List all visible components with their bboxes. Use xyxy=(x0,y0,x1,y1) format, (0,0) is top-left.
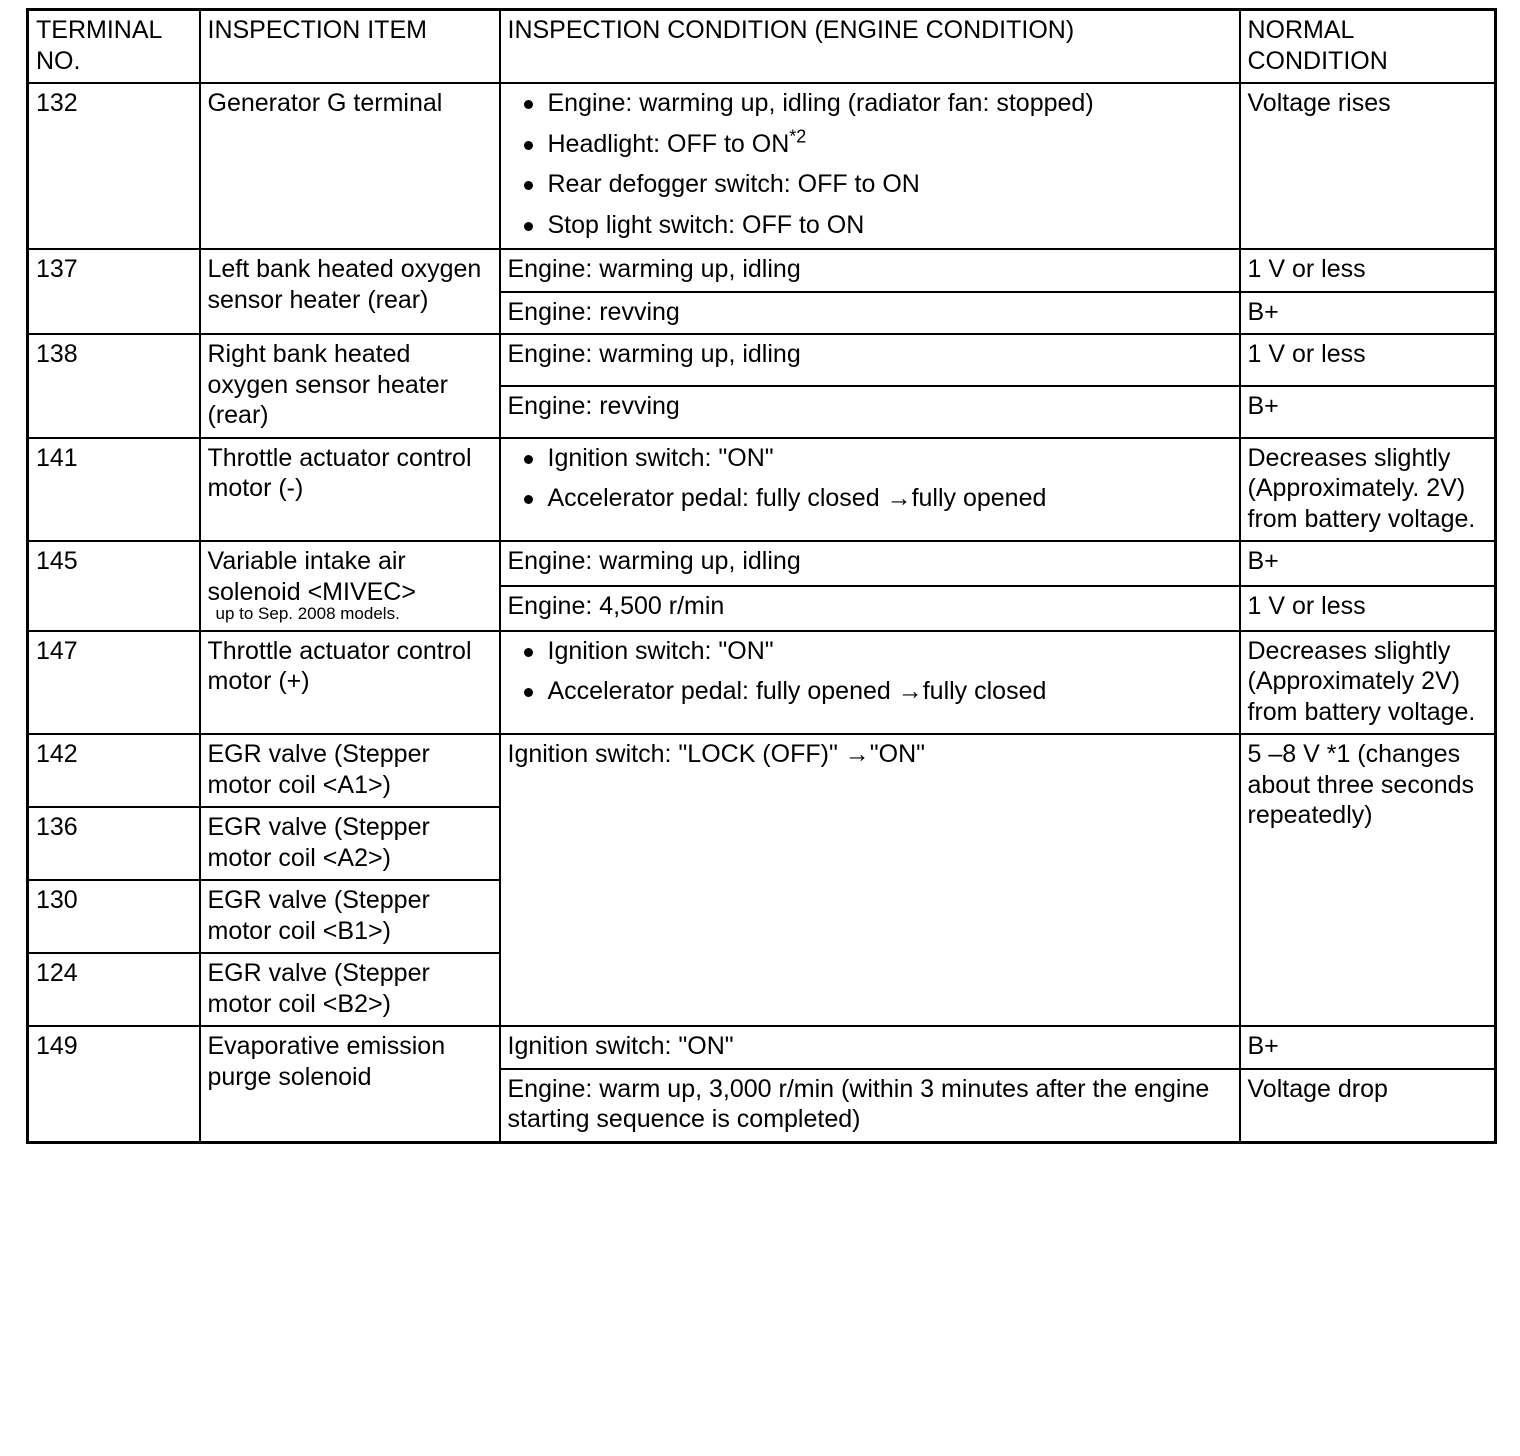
terminal-no-132: 132 xyxy=(28,83,200,249)
inspection-item-label: Variable intake air solenoid <MIVEC> xyxy=(207,547,416,606)
normal-condition-149-a: B+ xyxy=(1240,1026,1496,1069)
condition-item: Rear defogger switch: OFF to ON xyxy=(548,169,1232,200)
terminal-no-137: 137 xyxy=(28,249,200,334)
normal-condition-132: Voltage rises xyxy=(1240,83,1496,249)
inspection-condition-138-b: Engine: revving xyxy=(500,386,1240,438)
terminal-no-142: 142 xyxy=(28,734,200,807)
inspection-item-141: Throttle actuator control motor (-) xyxy=(200,438,500,542)
condition-item: Stop light switch: OFF to ON xyxy=(548,210,1232,241)
normal-condition-147: Decreases slightly (Approximately 2V) from battery voltage. xyxy=(1240,631,1496,735)
inspection-item-138: Right bank heated oxygen sensor heater (rear) xyxy=(200,334,500,438)
normal-condition-145-b: 1 V or less xyxy=(1240,586,1496,631)
condition-text: Headlight: OFF to ON xyxy=(547,129,790,158)
table-row xyxy=(28,734,1496,807)
terminal-no-138: 138 xyxy=(28,334,200,438)
inspection-item-130: EGR valve (Stepper motor coil <B1>) xyxy=(200,880,500,953)
header-inspection-item: INSPECTION ITEM xyxy=(200,10,500,84)
inspection-item-124: EGR valve (Stepper motor coil <B2>) xyxy=(200,953,500,1026)
inspection-item-145 xyxy=(200,541,500,631)
terminal-inspection-table xyxy=(26,8,1497,1144)
terminal-no-147: 147 xyxy=(28,631,200,735)
inspection-item-132: Generator G terminal xyxy=(200,83,500,249)
condition-item: Ignition switch: "ON" xyxy=(548,443,1232,474)
normal-condition-149-b: Voltage drop xyxy=(1240,1069,1496,1143)
table-row xyxy=(28,83,1496,249)
header-terminal-no: TERMINAL NO. xyxy=(28,10,200,84)
table-row xyxy=(28,541,1496,586)
inspection-condition-149-a: Ignition switch: "ON" xyxy=(500,1026,1240,1069)
condition-list xyxy=(508,636,1232,707)
inspection-condition-132 xyxy=(500,83,1240,249)
table-row xyxy=(28,631,1496,735)
condition-list xyxy=(508,443,1232,514)
terminal-no-141: 141 xyxy=(28,438,200,542)
inspection-item-note: up to Sep. 2008 models. xyxy=(215,604,400,623)
condition-item: Accelerator pedal: fully opened →fully closed xyxy=(548,676,1232,707)
inspection-condition-145-b: Engine: 4,500 r/min xyxy=(500,586,1240,631)
normal-condition-137-b: B+ xyxy=(1240,292,1496,335)
condition-item: Engine: warming up, idling (radiator fan: stopped) xyxy=(548,88,1232,119)
inspection-condition-138-a: Engine: warming up, idling xyxy=(500,334,1240,386)
normal-condition-137-a: 1 V or less xyxy=(1240,249,1496,292)
header-normal-condition: NORMAL CONDITION xyxy=(1240,10,1496,84)
table-row xyxy=(28,438,1496,542)
table-row xyxy=(28,249,1496,292)
normal-condition-138-a: 1 V or less xyxy=(1240,334,1496,386)
terminal-no-145: 145 xyxy=(28,541,200,631)
inspection-item-149: Evaporative emission purge solenoid xyxy=(200,1026,500,1142)
terminal-no-130: 130 xyxy=(28,880,200,953)
condition-item: Accelerator pedal: fully closed →fully opened xyxy=(548,483,1232,514)
footnote-marker: *2 xyxy=(789,126,807,147)
inspection-item-137: Left bank heated oxygen sensor heater (rear) xyxy=(200,249,500,334)
condition-list xyxy=(508,88,1232,240)
inspection-condition-137-a: Engine: warming up, idling xyxy=(500,249,1240,292)
condition-item: Ignition switch: "ON" xyxy=(548,636,1232,667)
normal-condition-141: Decreases slightly (Approximately. 2V) from battery voltage. xyxy=(1240,438,1496,542)
table-row xyxy=(28,1026,1496,1069)
terminal-no-149: 149 xyxy=(28,1026,200,1142)
table-row xyxy=(28,334,1496,386)
inspection-condition-137-b: Engine: revving xyxy=(500,292,1240,335)
inspection-condition-149-b: Engine: warm up, 3,000 r/min (within 3 minutes after the engine starting sequence is completed) xyxy=(500,1069,1240,1143)
inspection-item-136: EGR valve (Stepper motor coil <A2>) xyxy=(200,807,500,880)
terminal-no-136: 136 xyxy=(28,807,200,880)
normal-condition-145-a: B+ xyxy=(1240,541,1496,586)
normal-condition-138-b: B+ xyxy=(1240,386,1496,438)
inspection-condition-147 xyxy=(500,631,1240,735)
condition-item xyxy=(547,126,1232,160)
inspection-condition-egr: Ignition switch: "LOCK (OFF)" →"ON" xyxy=(500,734,1240,1026)
inspection-item-142: EGR valve (Stepper motor coil <A1>) xyxy=(200,734,500,807)
table-header xyxy=(28,10,1496,84)
inspection-item-147: Throttle actuator control motor (+) xyxy=(200,631,500,735)
terminal-no-124: 124 xyxy=(28,953,200,1026)
header-inspection-condition: INSPECTION CONDITION (ENGINE CONDITION) xyxy=(500,10,1240,84)
table-header-row xyxy=(28,10,1496,84)
inspection-condition-145-a: Engine: warming up, idling xyxy=(500,541,1240,586)
table-body xyxy=(28,83,1496,1142)
inspection-condition-141 xyxy=(500,438,1240,542)
normal-condition-egr: 5 –8 V *1 (changes about three seconds repeatedly) xyxy=(1240,734,1496,1026)
